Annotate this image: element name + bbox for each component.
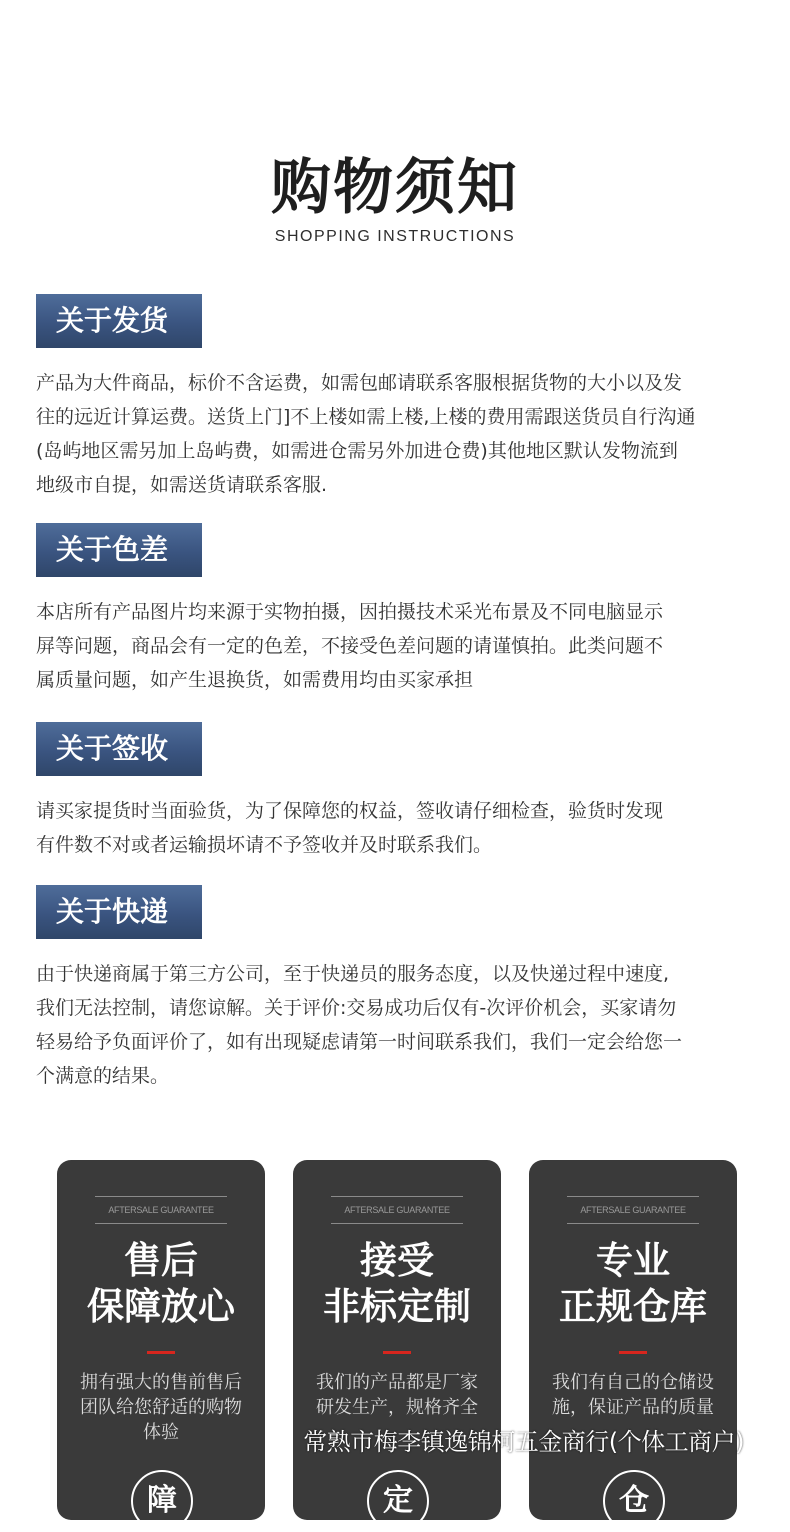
text-line: 请买家提货时当面验货，为了保障您的权益，签收请仔细检查，验货时发现 [36, 800, 664, 822]
card-desc-line: 团队给您舒适的购物 [80, 1397, 242, 1418]
card-description [539, 1370, 727, 1420]
text-line: 个满意的结果。 [36, 1065, 170, 1087]
section-tag-shipping: 关于发货 [36, 294, 202, 348]
text-line: 我们无法控制，请您谅解。关于评价:交易成功后仅有-次评价机会，买家请勿 [36, 997, 677, 1019]
card-desc-line: 我们的产品都是厂家 [316, 1372, 478, 1393]
section-color-difference [36, 523, 756, 697]
card-title-line: 专业 [596, 1239, 670, 1282]
text-line: 往的远近计算运费。送货上门]不上楼如需上楼,上楼的费用需跟送货员自行沟通 [36, 406, 696, 428]
section-signing [36, 722, 756, 862]
card-subtitle: AFTERSALE GUARANTEE [567, 1196, 699, 1224]
card-title [293, 1238, 501, 1330]
section-text-signing [36, 794, 756, 862]
text-line: 本店所有产品图片均来源于实物拍摄，因拍摄技术采光布景及不同电脑显示 [36, 601, 664, 623]
red-divider [147, 1351, 175, 1354]
card-warehouse [529, 1160, 737, 1520]
card-aftersale [57, 1160, 265, 1520]
card-desc-line: 施，保证产品的质量 [552, 1397, 714, 1418]
card-description [303, 1370, 491, 1420]
text-line: (岛屿地区需另加上岛屿费，如需进仓需另外加进仓费)其他地区默认发物流到 [36, 440, 678, 462]
text-line: 属质量问题，如产生退换货，如需费用均由买家承担 [36, 669, 474, 691]
section-shipping [36, 294, 756, 502]
card-circle-icon: 定 [367, 1470, 429, 1532]
card-desc-line: 我们有自己的仓储设 [552, 1372, 714, 1393]
card-title-line: 正规仓库 [559, 1285, 707, 1328]
card-custom [293, 1160, 501, 1520]
card-title [57, 1238, 265, 1330]
card-desc-line: 拥有强大的售前售后 [80, 1372, 242, 1393]
card-title-line: 非标定制 [323, 1285, 471, 1328]
section-tag-express: 关于快递 [36, 885, 202, 939]
card-subtitle: AFTERSALE GUARANTEE [95, 1196, 227, 1224]
card-title-line: 售后 [124, 1239, 198, 1282]
section-text-shipping [36, 366, 756, 502]
red-divider [619, 1351, 647, 1354]
text-line: 产品为大件商品，标价不含运费，如需包邮请联系客服根据货物的大小以及发 [36, 372, 683, 394]
card-title [529, 1238, 737, 1330]
section-tag-color-difference: 关于色差 [36, 523, 202, 577]
page-subtitle: SHOPPING INSTRUCTIONS [274, 228, 516, 245]
red-divider [383, 1351, 411, 1354]
card-title-line: 接受 [360, 1239, 434, 1282]
card-title-line: 保障放心 [87, 1285, 235, 1328]
text-line: 有件数不对或者运输损坏请不予签收并及时联系我们。 [36, 834, 493, 856]
page-header [0, 150, 790, 246]
text-line: 屏等问题，商品会有一定的色差，不接受色差问题的请谨慎拍。此类问题不 [36, 635, 664, 657]
page-title: 购物须知 [271, 153, 519, 223]
text-line: 地级市自提，如需送货请联系客服. [36, 474, 328, 496]
section-express [36, 885, 756, 1093]
shop-name-overlay: 常熟市梅李镇逸锦柯五金商行(个体工商户) [303, 1428, 744, 1456]
section-tag-signing: 关于签收 [36, 722, 202, 776]
text-line: 由于快递商属于第三方公司，至于快递员的服务态度，以及快递过程中速度, [36, 963, 670, 985]
card-subtitle: AFTERSALE GUARANTEE [331, 1196, 463, 1224]
card-desc-line: 研发生产，规格齐全 [316, 1397, 478, 1418]
card-desc-line: 体验 [143, 1422, 179, 1443]
card-circle-icon: 仓 [603, 1470, 665, 1532]
card-circle-icon: 障 [131, 1470, 193, 1532]
text-line: 轻易给予负面评价了，如有出现疑虑请第一时间联系我们，我们一定会给您一 [36, 1031, 683, 1053]
section-text-express [36, 957, 756, 1093]
section-text-color-difference [36, 595, 756, 697]
